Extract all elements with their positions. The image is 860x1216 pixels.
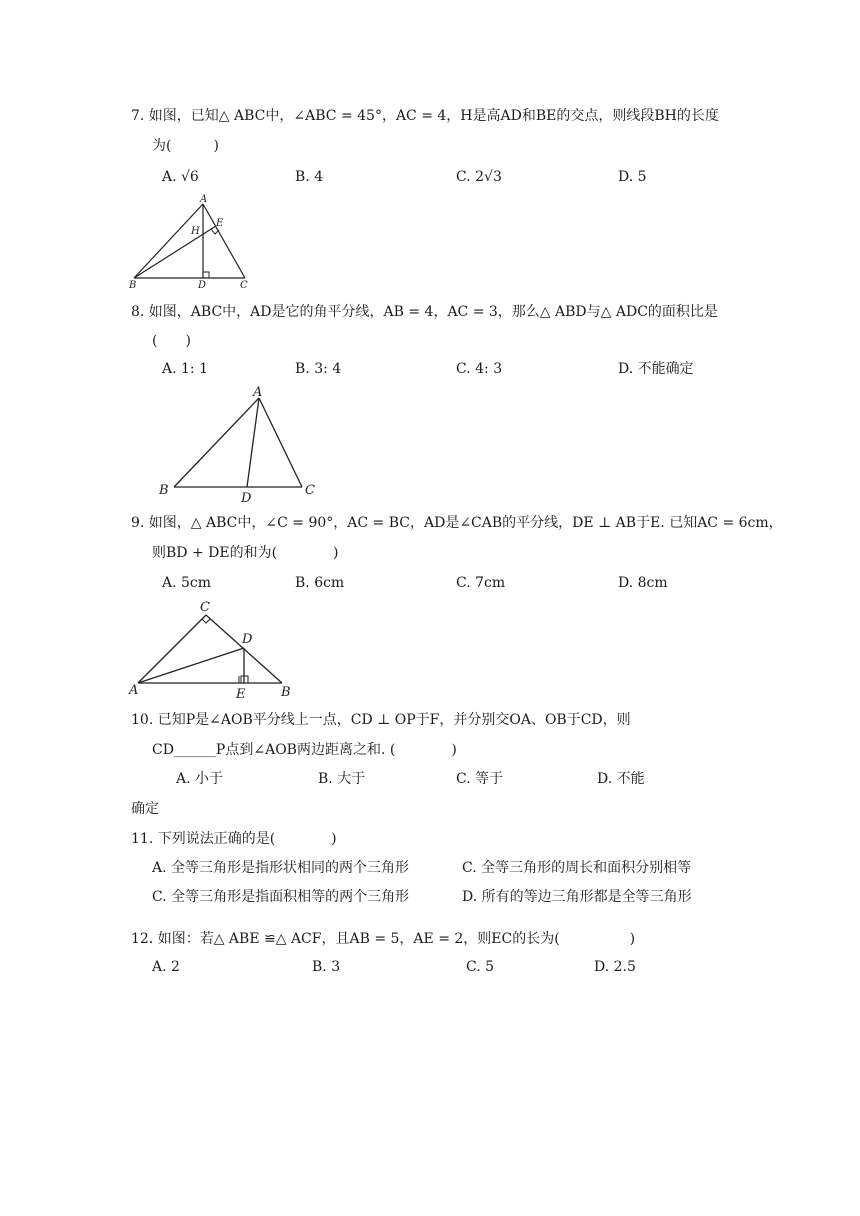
q9-label-b: B [281,685,291,700]
q9-option-b: B. 6cm [295,575,345,591]
q10-stem-line1: 10. 已知P是∠AOB平分线上一点，CD ⊥ OP于F，并分别交OA、OB于CD，则 [131,712,631,728]
q12-stem: 12. 如图：若△ ABE ≌△ ACF，且AB = 5，AE = 2，则EC的长为( ) [131,931,636,947]
q8-label-d: D [241,491,252,506]
q7-label-d: D [198,280,207,291]
q10-stem-line2: CD______P点到∠AOB两边距离之和. ( ) [152,742,457,758]
q7-stem-line1: 7. 如图，已知△ ABC中，∠ABC = 45°，AC = 4，H是高AD和BE的交点，则线段BH的长度 [131,108,719,124]
q9-label-e: E [236,687,246,702]
q7-option-b: B. 4 [295,169,324,185]
q8-option-c: C. 4: 3 [456,361,503,377]
q7-label-b: B [129,280,137,291]
q8-label-b: B [159,483,169,498]
q8-option-d: D. 不能确定 [618,361,694,377]
q10-option-b: B. 大于 [318,771,366,787]
q11-option-c: C. 全等三角形是指面积相等的两个三角形 [152,889,410,905]
q9-label-c: C [200,600,210,615]
q12-option-c: C. 5 [466,959,495,975]
q9-stem-line2: 则BD + DE的和为( ) [152,545,339,561]
q9-option-a: A. 5cm [162,575,212,591]
q8-triangle-figure [155,384,325,504]
q10-option-a: A. 小于 [176,771,224,787]
q12-option-b: B. 3 [312,959,341,975]
q8-label-c: C [305,483,315,498]
q7-option-a: A. √6 [162,169,199,185]
q9-option-d: D. 8cm [618,575,668,591]
q7-option-d: D. 5 [618,169,647,185]
q9-label-d: D [242,632,253,647]
q7-label-h: H [191,226,200,237]
q9-option-c: C. 7cm [456,575,506,591]
q7-label-e: E [216,218,224,229]
q11-stem: 11. 下列说法正确的是( ) [131,831,337,847]
q7-triangle-figure [128,192,253,291]
q7-label-a: A [200,194,208,205]
q11-option-d: D. 所有的等边三角形都是全等三角形 [462,889,692,905]
q12-option-a: A. 2 [152,959,180,975]
q8-option-a: A. 1: 1 [162,361,208,377]
q10-option-d-wrap: 确定 [131,801,159,817]
q9-stem-line1: 9. 如图，△ ABC中，∠C = 90°，AC = BC，AD是∠CAB的平分线，DE ⊥ AB于E. 已知AC = 6cm， [131,515,783,531]
q12-option-d: D. 2.5 [594,959,636,975]
q7-label-c: C [240,280,248,291]
q8-option-b: B. 3: 4 [295,361,342,377]
q9-triangle-figure [128,598,298,702]
q11-option-a: A. 全等三角形是指形状相同的两个三角形 [152,860,410,876]
q9-label-a: A [129,683,139,698]
q10-option-c: C. 等于 [456,771,504,787]
q8-stem-line2: ( ) [152,333,191,349]
q8-stem-line1: 8. 如图，ABC中，AD是它的角平分线，AB = 4，AC = 3，那么△ ABD与△ ADC的面积比是 [131,304,718,320]
q7-option-c: C. 2√3 [456,169,502,185]
q8-label-a: A [253,385,263,400]
q7-stem-line2: 为( ) [152,138,219,154]
q11-option-b: C. 全等三角形的周长和面积分别相等 [462,860,692,876]
q10-option-d: D. 不能 [597,771,645,787]
